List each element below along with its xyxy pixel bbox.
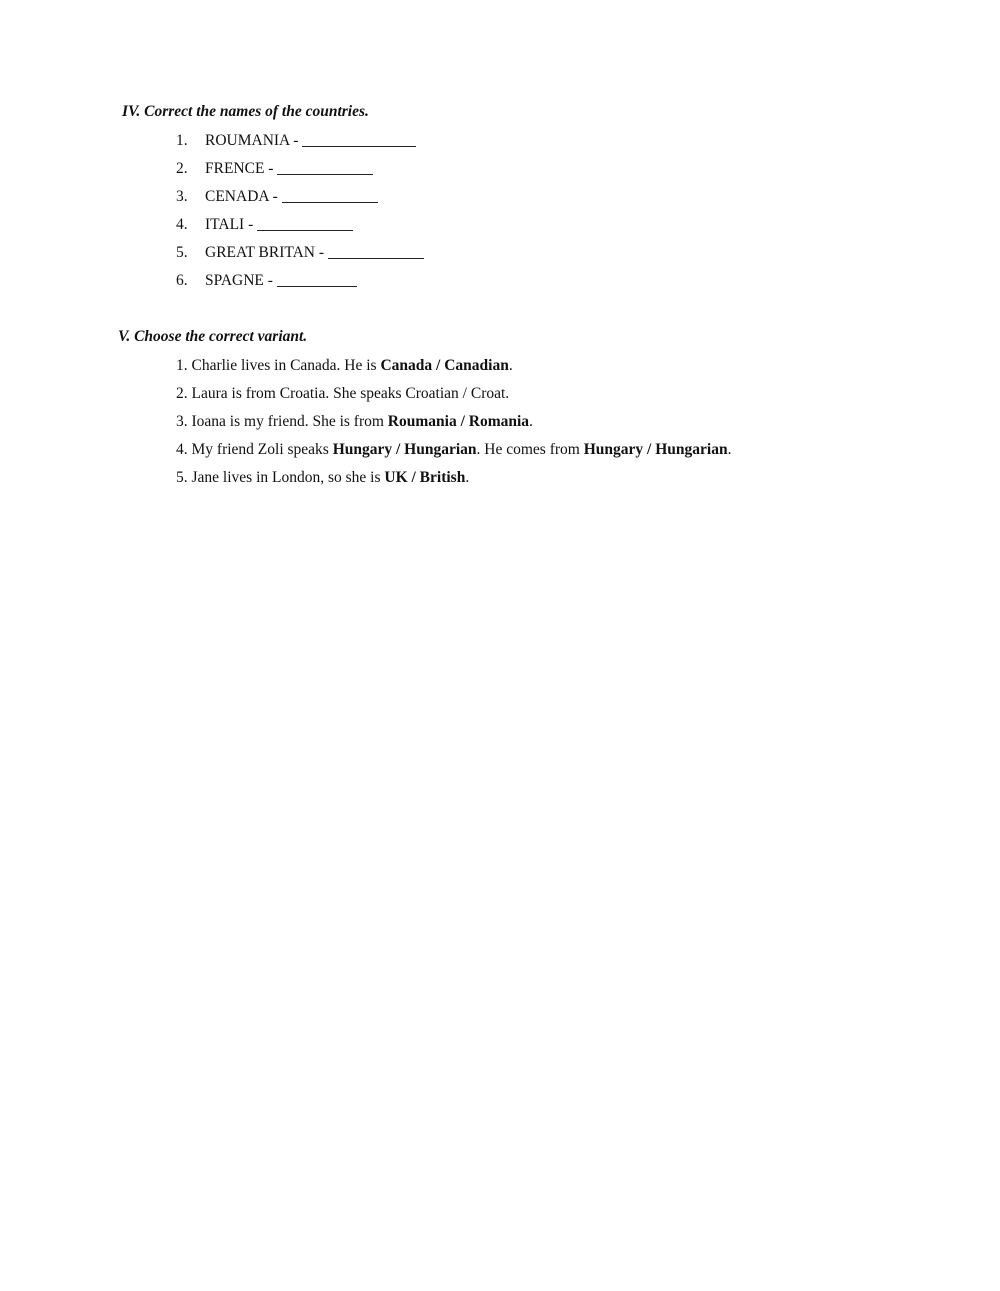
answer-blank[interactable] [282,184,378,203]
sentence-text: 5. Jane lives in London, so she is [176,469,385,486]
answer-blank[interactable] [257,212,353,231]
choice-options[interactable]: Hungary / Hungarian [332,441,477,458]
list-item [176,408,731,436]
item-number: 3. [176,188,188,205]
misspelled-country: FRENCE - [205,160,274,177]
item-number: 2. [176,160,188,177]
sentence-text: . He comes from [476,441,584,458]
sentence-text: . [465,469,470,486]
list-item [176,239,424,267]
list-item [176,267,424,295]
misspelled-country: SPAGNE - [205,272,273,289]
list-item [176,352,731,380]
sentence-text: . [529,413,533,430]
sentence-text: . [727,441,732,458]
choice-options[interactable]: Canada / Canadian [380,357,509,374]
answer-blank[interactable] [328,240,424,259]
sentence-text: 3. Ioana is my friend. She is from [176,413,388,430]
sentence-text: 4. My friend Zoli speaks [176,441,333,458]
answer-blank[interactable] [277,268,357,287]
sentence-text: . [508,357,513,374]
list-item [176,380,731,408]
list-item [176,183,424,211]
answer-blank[interactable] [277,156,373,175]
answer-blank[interactable] [302,128,416,147]
item-number: 6. [176,272,188,289]
choice-options[interactable]: Hungary / Hungarian [583,441,728,458]
sentence-text: 1. Charlie lives in Canada. He is [176,357,381,374]
list-item [176,155,424,183]
country-correction-list [176,127,424,295]
list-item [176,211,424,239]
section-4-heading: IV. Correct the names of the countries. [122,103,369,120]
list-item [176,127,424,155]
misspelled-country: GREAT BRITAN - [205,244,325,261]
item-number: 5. [176,244,188,261]
choice-options[interactable]: Roumania / Romania [387,413,530,430]
variant-choice-list [176,352,731,492]
sentence-text: 2. Laura is from Croatia. She speaks Croatian / Croat. [176,385,510,402]
misspelled-country: CENADA - [205,188,278,205]
misspelled-country: ROUMANIA - [205,132,299,149]
list-item [176,464,731,492]
misspelled-country: ITALI - [205,216,254,233]
section-5-heading: V. Choose the correct variant. [118,328,308,345]
item-number: 1. [176,132,188,149]
list-item [176,436,731,464]
item-number: 4. [176,216,188,233]
choice-options[interactable]: UK / British [384,469,466,486]
